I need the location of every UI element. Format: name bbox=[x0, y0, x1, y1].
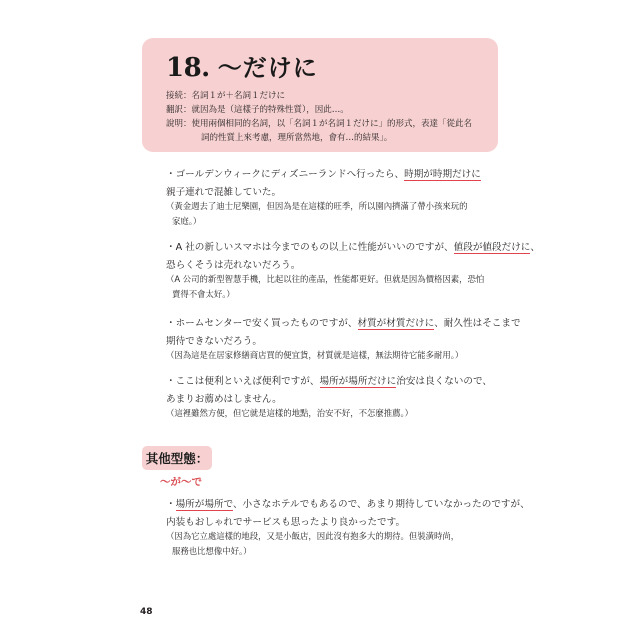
japanese-sentence-line bbox=[166, 236, 540, 254]
grammar-number: 18. bbox=[166, 53, 210, 83]
japanese-sentence-line bbox=[166, 370, 496, 388]
japanese-sentence-line bbox=[166, 163, 496, 181]
chinese-translation-line: （A 公司的新型智慧手機，比起以往的產品，性能都更好。但就是因為價格因素，恐怕 bbox=[166, 274, 485, 284]
grammar-title bbox=[166, 48, 484, 83]
chinese-translation-line: 家庭。） bbox=[172, 216, 202, 226]
chinese-translation-line: 賣得不會太好。） bbox=[172, 289, 235, 299]
example-sentence bbox=[166, 493, 530, 559]
highlighted-pattern: 場所が場所で bbox=[175, 499, 233, 510]
japanese-sentence-line: あまりお薦めはしません。 bbox=[166, 394, 282, 405]
sentence-text: 、耐久性はそこまで bbox=[434, 318, 521, 329]
page-number: 48 bbox=[140, 607, 153, 617]
example-sentence bbox=[166, 163, 496, 229]
chinese-translation-line: （因為這是在居家修繕商店買的便宜貨，材質就是這樣，無法期待它能多耐用。） bbox=[166, 350, 464, 360]
example-sentence bbox=[166, 236, 540, 302]
chinese-translation-line: （黃金週去了迪士尼樂園，但因為是在這樣的旺季，所以園內擠滿了帶小孩來玩的 bbox=[166, 201, 468, 211]
sub-pattern-heading: ～が～で bbox=[160, 476, 202, 488]
japanese-sentence-line: 恐らくそうは売れないだろう。 bbox=[166, 260, 301, 271]
japanese-sentence-line: 内装もおしゃれでサービスも思ったより良かったです。 bbox=[166, 517, 406, 528]
sentence-text: 治安は良くないので、 bbox=[396, 376, 492, 387]
grammar-pattern: ～だけに bbox=[217, 54, 318, 82]
japanese-sentence-line: 親子連れで混雑していた。 bbox=[166, 187, 282, 198]
japanese-sentence-line: 期待できないだろう。 bbox=[166, 336, 262, 347]
grammar-header-box bbox=[142, 38, 498, 152]
japanese-sentence-line bbox=[166, 312, 521, 330]
japanese-sentence-line bbox=[166, 493, 530, 511]
chinese-translation-line: 服務也比想像中好。） bbox=[172, 546, 252, 556]
highlighted-pattern: 場所が場所だけに bbox=[319, 376, 397, 387]
highlighted-pattern: 値段が値段だけに bbox=[453, 242, 531, 253]
explanation-line: 說明：使用兩個相同的名詞，以「名詞１が名詞１だけに」的形式，表達「從此名 bbox=[166, 119, 473, 129]
translation-line: 翻訳：就因為是（這樣子的特殊性質），因此…。 bbox=[166, 105, 349, 115]
example-sentence bbox=[166, 312, 521, 363]
sentence-text: ・ bbox=[166, 499, 176, 510]
highlighted-pattern: 時期が時期だけに bbox=[404, 169, 481, 180]
other-forms-label: 其他型態： bbox=[142, 446, 212, 470]
sentence-text: ・ホームセンターで安く買ったものですが、 bbox=[166, 318, 358, 329]
explanation-line-continued: 詞的性質上來考慮，理所當然地，會有…的結果」。 bbox=[201, 133, 393, 143]
highlighted-pattern: 材質が材質だけに bbox=[357, 318, 435, 329]
example-sentence bbox=[166, 370, 496, 421]
sentence-text: ・A 社の新しいスマホは今までのもの以上に性能がいいのですが、 bbox=[166, 242, 454, 253]
connection-line: 接続：名詞１が＋名詞１だけに bbox=[166, 91, 286, 101]
sentence-text: ・ゴールデンウィークにディズニーランドへ行ったら、 bbox=[166, 169, 405, 180]
chinese-translation-line: （這裡雖然方便，但它就是這樣的地點，治安不好，不怎麼推薦。） bbox=[166, 408, 414, 418]
sentence-text: ・ここは便利といえば便利ですが、 bbox=[166, 376, 320, 387]
sentence-text: 、小さなホテルでもあるので、あまり期待していなかったのですが、 bbox=[232, 499, 530, 510]
sentence-text: 、 bbox=[530, 242, 540, 253]
chinese-translation-line: （因為它立處這樣的地段，又是小飯店，因此沒有抱多大的期待。但裝潢時尚， bbox=[166, 531, 460, 541]
